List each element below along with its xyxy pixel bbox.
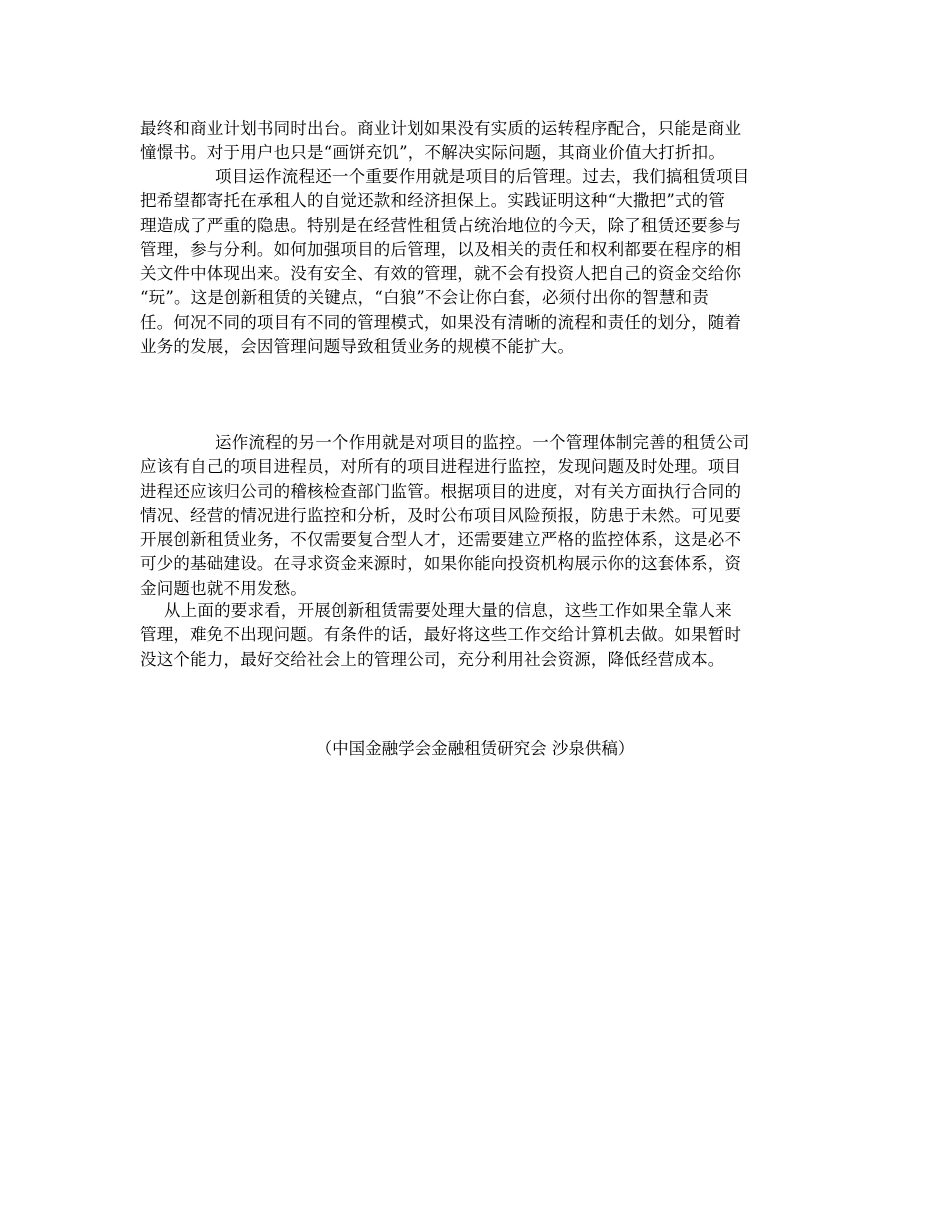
- paragraph-line: “玩”。这是创新租赁的关键点，“白狼”不会让你白套，必须付出你的智慧和责: [140, 288, 709, 308]
- paragraph-line: 开展创新租赁业务，不仅需要复合型人才，还需要建立严格的监控体系，这是必不: [140, 530, 742, 550]
- paragraph-line: 运作流程的另一个作用就是对项目的监控。一个管理体制完善的租赁公司: [215, 433, 750, 452]
- paragraph-information-processing: [140, 599, 812, 672]
- source-credit: （中国金融学会金融租赁研究会 沙泉供稿）: [315, 739, 635, 758]
- paragraph-line: 进程还应该归公司的稽核检查部门监管。根据项目的进度，对有关方面执行合同的: [140, 481, 742, 501]
- paragraph-line: 业务的发展，会因管理问题导致租赁业务的规模不能扩大。: [140, 337, 575, 357]
- paragraph-line: 管理，难免不出现问题。有条件的话，最好将这些工作交给计算机去做。如果暂时: [140, 625, 742, 645]
- paragraph-line: 憧憬书。对于用户也只是“画饼充饥”，不解决实际问题，其商业价值大打折扣。: [140, 143, 726, 163]
- paragraph-line: 管理，参与分利。如何加强项目的后管理，以及相关的责任和权利都要在程序的相: [140, 239, 742, 259]
- paragraph-line: 项目运作流程还一个重要作用就是项目的后管理。过去，我们搞租赁项目: [215, 167, 750, 186]
- paragraph-continuation: [140, 117, 812, 166]
- paragraph-line: 金问题也就不用发愁。: [140, 578, 307, 598]
- paragraph-line: 关文件中体现出来。没有安全、有效的管理，就不会有投资人把自己的资金交给你: [140, 264, 742, 284]
- paragraph-monitoring: [140, 431, 812, 601]
- paragraph-line: 任。何况不同的项目有不同的管理模式，如果没有清晰的流程和责任的划分，随着: [140, 312, 742, 332]
- paragraph-line: 可少的基础建设。在寻求资金来源时，如果你能向投资机构展示你的这套体系，资: [140, 554, 742, 574]
- paragraph-line: 最终和商业计划书同时出台。商业计划如果没有实质的运转程序配合，只能是商业: [140, 119, 742, 138]
- paragraph-line: 情况、经营的情况进行监控和分析，及时公布项目风险预报，防患于未然。可见要: [140, 505, 742, 525]
- paragraph-line: 把希望都寄托在承租人的自觉还款和经济担保上。实践证明这种“大撒把”式的管: [140, 191, 726, 211]
- paragraph-post-management: [140, 165, 812, 359]
- paragraph-line: 理造成了严重的隐患。特别是在经营性租赁占统治地位的今天，除了租赁还要参与: [140, 215, 742, 235]
- paragraph-line: 从上面的要求看，开展创新租赁需要处理大量的信息，这些工作如果全靠人来: [164, 601, 732, 620]
- paragraph-line: 没这个能力，最好交给社会上的管理公司，充分利用社会资源，降低经营成本。: [140, 649, 725, 669]
- paragraph-line: 应该有自己的项目进程员，对所有的项目进程进行监控，发现问题及时处理。项目: [140, 457, 742, 477]
